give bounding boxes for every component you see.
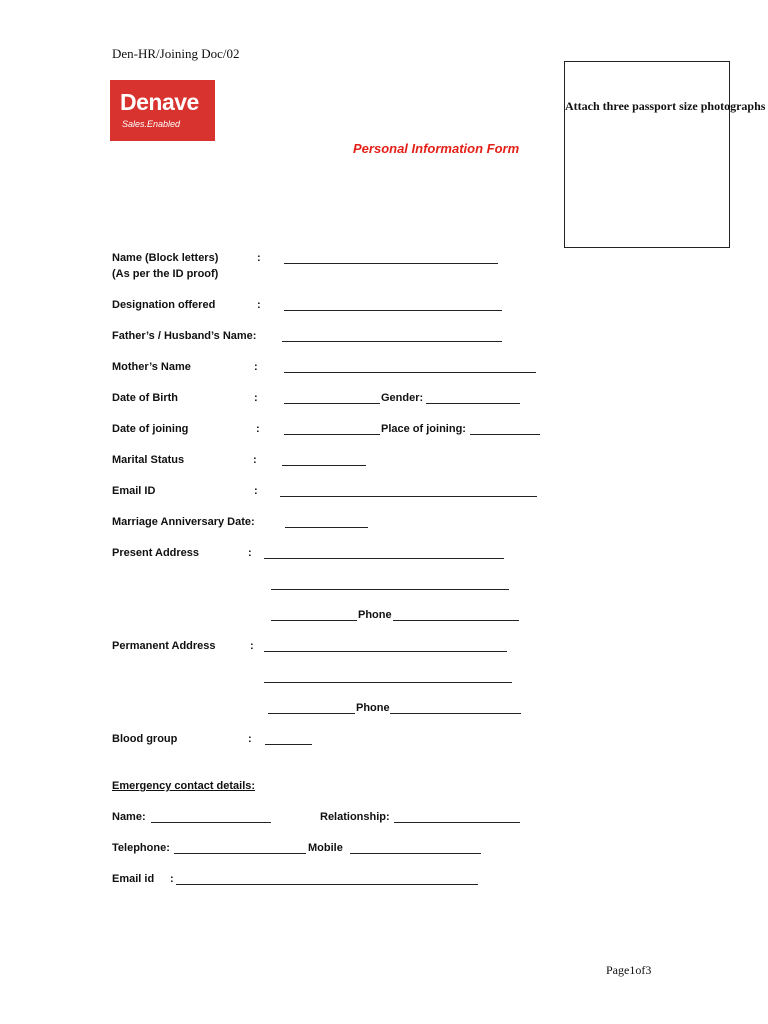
logo-tagline: Sales.Enabled: [122, 119, 181, 129]
emergency-email-field[interactable]: [176, 884, 478, 885]
blood-group-colon: :: [248, 733, 252, 745]
designation-field[interactable]: [284, 310, 502, 311]
present-address-line-2[interactable]: [271, 589, 509, 590]
emergency-telephone-label: Telephone:: [112, 842, 170, 854]
photo-box-instruction: Attach three passport size photographs: [565, 99, 766, 113]
present-phone-field[interactable]: [393, 620, 519, 621]
emergency-mobile-field[interactable]: [350, 853, 481, 854]
emergency-relationship-label: Relationship:: [320, 811, 390, 823]
mother-name-field[interactable]: [284, 372, 536, 373]
email-label: Email ID: [112, 485, 156, 497]
father-husband-name-field[interactable]: [282, 341, 502, 342]
marital-status-label: Marital Status: [112, 454, 185, 466]
gender-field[interactable]: [426, 403, 520, 404]
doj-field[interactable]: [284, 434, 380, 435]
present-address-line-3[interactable]: [271, 620, 357, 621]
permanent-address-label: Permanent Address: [112, 640, 216, 652]
name-field[interactable]: [284, 263, 498, 264]
blood-group-label: Blood group: [112, 733, 178, 745]
emergency-telephone-field[interactable]: [174, 853, 306, 854]
present-address-colon: :: [248, 547, 252, 559]
permanent-address-colon: :: [250, 640, 254, 652]
email-field[interactable]: [280, 496, 537, 497]
gender-label: Gender:: [381, 392, 424, 404]
emergency-email-label: Email id: [112, 873, 155, 885]
emergency-contact-heading: Emergency contact details:: [112, 780, 256, 792]
company-logo: [110, 80, 215, 141]
document-reference: Den-HR/Joining Doc/02: [112, 46, 240, 61]
marital-status-colon: :: [253, 454, 257, 466]
emergency-name-field[interactable]: [151, 822, 271, 823]
permanent-phone-label: Phone: [356, 702, 390, 714]
anniversary-label: Marriage Anniversary Date:: [112, 516, 255, 528]
mother-name-colon: :: [254, 361, 258, 373]
permanent-phone-field[interactable]: [390, 713, 521, 714]
mother-name-label: Mother’s Name: [112, 361, 191, 373]
logo-brand-text: Denave: [120, 89, 199, 115]
father-husband-name-label: Father’s / Husband’s Name:: [112, 330, 257, 342]
present-address-line-1[interactable]: [264, 558, 504, 559]
blood-group-field[interactable]: [265, 744, 312, 745]
dob-label: Date of Birth: [112, 392, 178, 404]
dob-colon: :: [254, 392, 258, 404]
emergency-relationship-field[interactable]: [394, 822, 520, 823]
doj-colon: :: [256, 423, 260, 435]
emergency-name-label: Name:: [112, 811, 146, 823]
emergency-email-colon: :: [170, 873, 174, 885]
name-sublabel: (As per the ID proof): [112, 268, 219, 280]
name-label: Name (Block letters): [112, 252, 219, 264]
page-number: Page1of3: [606, 963, 652, 977]
designation-label: Designation offered: [112, 299, 216, 311]
place-of-joining-label: Place of joining:: [381, 423, 466, 435]
permanent-address-line-3[interactable]: [268, 713, 355, 714]
emergency-mobile-label: Mobile: [308, 842, 343, 854]
anniversary-field[interactable]: [285, 527, 368, 528]
permanent-address-line-1[interactable]: [264, 651, 507, 652]
email-colon: :: [254, 485, 258, 497]
marital-status-field[interactable]: [282, 465, 366, 466]
place-of-joining-field[interactable]: [470, 434, 540, 435]
dob-field[interactable]: [284, 403, 380, 404]
name-colon: :: [257, 252, 261, 264]
present-address-label: Present Address: [112, 547, 200, 559]
form-title: Personal Information Form: [353, 141, 520, 156]
permanent-address-line-2[interactable]: [264, 682, 512, 683]
doj-label: Date of joining: [112, 423, 189, 435]
photo-attachment-box: [564, 61, 766, 248]
present-phone-label: Phone: [358, 609, 392, 621]
designation-colon: :: [257, 299, 261, 311]
